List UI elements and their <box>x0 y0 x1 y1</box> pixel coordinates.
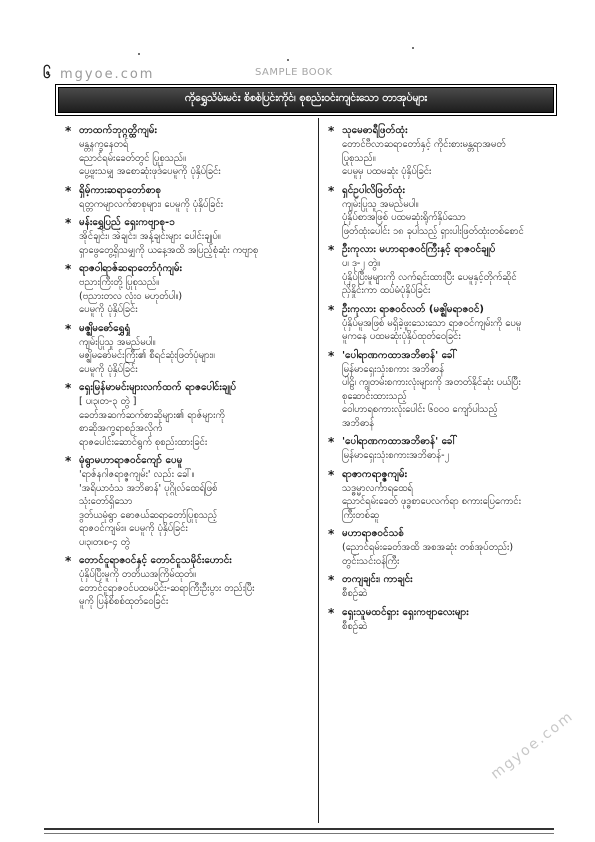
bullet-star-icon: * <box>65 262 72 276</box>
bullet-star-icon: * <box>328 302 335 317</box>
book-description-line: 'အရိယာဝံသ အဘိဓာန်' ပုဂ္ဂိုလ်ထေရ်ဖြစ် <box>79 482 218 494</box>
book-description-line: ပါဠိ၊ ကျွတမ်းစကားလုံးများကို အတတ်နိုင်ဆုံး ပယ်ပြီး <box>342 377 521 388</box>
book-entry <box>330 527 552 568</box>
scan-speck <box>287 59 289 61</box>
book-description-line: တွင်းသင်းဝန်ကြီး <box>342 555 400 567</box>
bullet-star-icon: * <box>65 124 72 138</box>
book-description-line: ကျမ်းပြုသူ အမည်မပါ။ <box>342 198 419 210</box>
footer-rule <box>44 828 554 830</box>
book-title <box>330 573 552 587</box>
book-title-text: ရှေးမြန်မာမင်းများလက်ထက် ရာဇပေါင်းချုပ် <box>79 382 237 393</box>
book-entry <box>330 435 552 463</box>
book-description-line: တောင်ဗီလာဆရာတော်နှင့် ကိုင်းစားမန္တရာအမတ် <box>342 139 506 150</box>
book-description-line: ဝေါဟာရစကားလုံးပေါင်း ၆၀၀၀ ကျော်ပါသည့် <box>342 404 498 415</box>
bullet-star-icon: * <box>65 554 72 568</box>
bullet-star-icon: * <box>328 467 335 482</box>
book-description-line: ပေမူကို ပုံနှိပ်ခြင်း <box>79 363 138 375</box>
book-description-line: ပ၊၃၊တ၊စ-၄ တွဲ <box>79 536 130 548</box>
book-description-line: ကျမ်းပြုသူ အမည်မပါ။ <box>79 336 156 348</box>
book-description-line: အိုင်ချင်း၊ အဲချင်း၊ အန့်ချင်းများ ပေါင်းချုပ်။ <box>79 231 221 242</box>
book-description-line: ညောင်ရမ်းခေတ်တွင် ပြုစုသည်။ <box>79 152 186 164</box>
bullet-star-icon: * <box>65 183 72 198</box>
book-description-line: သုံးတော်ရှိသော <box>79 496 133 507</box>
book-title <box>67 322 297 336</box>
bullet-star-icon: * <box>328 435 335 449</box>
book-title-text: ဦးကုလား မဟာရာဇဝင်ကြီးနှင့် ရာဇဝင်ချုပ် <box>342 244 496 255</box>
book-entry <box>330 124 552 179</box>
book-title-text: ရှေးသူမထင်ရှား ရှေးကဗျာလေးများ <box>342 606 469 618</box>
book-description-line: ရာဇဝင်ကျမ်း။ ပေမူကို ပုံနှိပ်ခြင်း <box>79 523 188 534</box>
bullet-star-icon: * <box>328 348 335 363</box>
book-entry <box>67 216 297 257</box>
book-entry <box>330 349 552 431</box>
right-column <box>330 124 552 638</box>
book-entry <box>67 554 297 609</box>
book-description-line: စီစဉ်ဆဲ <box>342 620 368 632</box>
scan-speck <box>412 47 414 49</box>
book-description-line: ဖြတ်ထုံးပေါင်း ၁၈ ခုပါသည့် ရှားပါးဖြတ်ထုံးတစ်စောင် <box>342 225 524 237</box>
book-description-line: ပြုစုသည်။ <box>342 152 376 164</box>
page-number: ၆ <box>43 66 51 82</box>
book-description-line: မန္တနက္ခနေတရ် <box>79 139 129 150</box>
book-title <box>67 454 297 468</box>
book-entry <box>67 124 297 179</box>
book-description-line: ပွေ့ဖူးသမျှ အစောဆုံးဖုဒ်ပေမူကို ပုံနှိပ်ခြင်း <box>79 166 221 177</box>
book-description-line: ဒွတ်ယမုံရွာ ဓောဇယ်ဆရာတော်ပြုစုသည့် <box>79 509 218 521</box>
book-description-line: ညှိနှိုင်းကာ ထပ်မံပုံနှိပ်ခြင်း <box>342 285 431 296</box>
book-title <box>330 184 552 198</box>
book-entry <box>330 303 552 344</box>
book-description-line: ပုံနှိပ်ပြီးမူများကို လက်ရင်းထားပြီး ပေမူနှင့်တိုက်ဆိုင် <box>342 271 517 283</box>
book-title <box>67 184 297 198</box>
bullet-star-icon: * <box>328 527 335 541</box>
book-title-text: တာထက်ဘုဂ္ဂတ္ထိကျမ်း <box>79 125 157 136</box>
banner-title: ကိုရွှေသိမ်းမင်း စိစစ်ပြင်းကိုင်၊ စုစည်းဝင်းကျင်းသော တာအုပ်များ <box>184 92 428 104</box>
bullet-star-icon: * <box>328 183 335 198</box>
book-title <box>330 468 552 482</box>
book-description-line: စာဆိုအက္ခရာစဉ်အလိုက် <box>79 423 163 434</box>
book-description-line: စုဆောင်းထားသည့် <box>342 390 407 402</box>
book-description-line: ဗညားကြီးတို့ ပြုစုသည်။ <box>79 277 160 288</box>
book-title <box>330 606 552 620</box>
book-title-text: 'ပေါရာဏကထာအဘိဓာန်' ခေါ် <box>342 349 457 361</box>
bullet-star-icon: * <box>328 124 335 138</box>
book-title-text: မုံရွာမဟာရာဇဝင်ကျော် ပေမူ <box>79 455 183 466</box>
book-title-text: ရှိမ့်ကားဆရာတော်စာစု <box>79 184 162 196</box>
bullet-star-icon: * <box>65 381 72 395</box>
book-description-line: အဘိဓာန် <box>342 417 375 429</box>
book-title <box>67 216 297 230</box>
book-description-line: မြန်မာရှေးသုံးစကားအဘိဓာန်-၂ <box>342 450 450 461</box>
book-description-line: ရှာဖွေတွေ့ရှိသမျှကို ယနေ့အထိ အပြည့်စုံဆုံး ကဗျာစု <box>79 244 259 256</box>
book-title <box>330 243 552 257</box>
bullet-star-icon: * <box>328 243 335 257</box>
footer-rule <box>44 833 554 834</box>
book-entry <box>67 322 297 377</box>
book-description-line: တောင်ငူရာဇဝင်ပထမပိုင်း-ဆရာကြီးဦးပွား တည်းပြီး <box>79 582 255 594</box>
site-name: mgyoe.com <box>60 67 155 82</box>
book-description-line: 'ရာဇ်နဂါဇရာဇ္ဇကျမ်း' လည်း ခေါ်။ <box>79 469 195 480</box>
book-description-line: ပေမူကို ပုံနှိပ်ခြင်း <box>79 304 138 315</box>
book-title-text: ရာဇဝါရာဇ်ဆရာတော်ဂုံကျမ်း <box>79 263 183 274</box>
book-description-line: ရာဇပေါင်းဆောင်ရွက် စုစည်းထားခြင်း <box>79 436 208 448</box>
book-description-line: (ညောင်ရမ်းခေတ်အထိ အစအဆုံး တစ်အုပ်တည်း) <box>342 542 514 553</box>
bullet-star-icon: * <box>65 321 72 336</box>
book-description-line: ညောင်ရမ်းခေတ် ဖုဒ္ဓစာပေလက်ရာ စကားပြေကောင်း <box>342 496 521 507</box>
book-title-text: သုမေဓာရီဖြတ်ထုံး <box>342 125 408 136</box>
book-entry <box>67 184 297 212</box>
book-title <box>330 124 552 138</box>
book-title-text: ရာဇာကရာဇ္ဇကျမ်း <box>342 468 408 480</box>
book-title-text: မန်းရွှေပြည် ရှေးကဗျာစု-၁ <box>79 217 175 228</box>
bullet-star-icon: * <box>65 454 72 468</box>
bullet-star-icon: * <box>65 216 72 230</box>
book-description-line: ကြီးတစ်ဆူ <box>342 509 380 521</box>
book-description-line: ပုံနှိပ်မူအဖြစ် မရှိခဲ့ဖူးသေးသော ရာဇဝင်ကျမ်းကို ပေမူ <box>342 317 522 329</box>
book-title-text: မဟာရာဇဝင်သစ် <box>342 528 404 539</box>
book-entry <box>330 573 552 601</box>
book-entry <box>330 184 552 239</box>
book-description-line: မြန်မာရှေးသုံးစကား အဘိဓာန် <box>342 363 445 375</box>
watermark: mgyoe.com <box>488 708 577 783</box>
book-description-line: မဇ္ဈိမဓော်မင်းကြီး၏ စီရင်ဆုံးဖြတ်ပုံများ။ <box>79 350 215 361</box>
book-title <box>67 124 297 138</box>
book-description-line: မူကို ပြန်စိစစ်ထုတ်ဝေခြင်း <box>79 596 169 607</box>
book-description-line: စီစဉ်ဆဲ <box>342 588 368 599</box>
book-title <box>67 554 297 568</box>
book-entry <box>330 468 552 523</box>
page-header <box>40 67 560 83</box>
left-column <box>67 124 297 614</box>
book-title-text: တောင်ငူရာဇဝင်နှင့် တောင်ငူသမိုင်းဟောင်း <box>79 555 232 566</box>
book-entry <box>67 262 297 317</box>
title-banner <box>58 87 554 113</box>
bullet-star-icon: * <box>328 605 335 620</box>
column-divider <box>318 118 319 823</box>
book-description-line: ပုံနှိပ်ပြီးမူကို တတိယအကြိမ်ထုတ်။ <box>79 569 196 580</box>
book-title-text: မဇ္ဈိမဓော်ရွှေရှုံ <box>79 322 131 334</box>
book-title-text: ဦးကုလား ရာဇဝင်လတ် (မဇ္ဈိမရာဇဝင်) <box>342 303 484 315</box>
book-entry <box>330 243 552 298</box>
book-description-line: [ ပ၊၃၊တ-၃ တွဲ ] <box>79 396 137 407</box>
book-title <box>67 262 297 276</box>
book-description-line: ပေမူမှ ပထမဆုံး ပုံနှိပ်ခြင်း <box>342 166 432 177</box>
book-description-line: (ဗညားတလ လုံးဝ မဟုတ်ပါ။) <box>79 290 183 302</box>
book-entry <box>330 606 552 634</box>
book-description-line: ခေတ်အဆက်ဆက်စာဆိုများ၏ ရာဇ်များကို <box>79 409 225 421</box>
book-title-text: တကျချင်း၊ ကာချင်း <box>342 574 413 585</box>
book-title <box>330 435 552 449</box>
book-entry <box>67 454 297 549</box>
book-description-line: ပ၊ ဒု-၂ တွဲ။ <box>342 258 381 269</box>
bullet-star-icon: * <box>328 573 335 587</box>
book-description-line: ပုံနှိပ်စာအဖြစ် ပထမဆုံးရိုက်နှိပ်သော <box>342 212 466 223</box>
book-description-line: ရတ္တကမျာလက်စာစုများ၊ ပေမူကို ပုံနှိပ်ခြင်း <box>79 198 224 210</box>
book-title <box>330 303 552 317</box>
book-title <box>67 381 297 395</box>
book-entry <box>67 381 297 449</box>
book-description-line: သဒ္ဓမ္မာလင်္ကာရထေရ် <box>342 482 413 494</box>
scan-speck <box>138 53 140 55</box>
book-title-text: ရှင်ဥပါလိဖြတ်ထုံး <box>342 184 405 196</box>
book-title <box>330 527 552 541</box>
book-title-text: 'ပေါရာဏကထာအဘိဓာန်' ခေါ် <box>342 436 457 447</box>
sample-label: SAMPLE BOOK <box>255 67 333 78</box>
book-title <box>330 349 552 363</box>
book-description-line: မူကနေ ပထမဆုံးပုံနှိပ်ထုတ်ဝေခြင်း <box>342 331 461 342</box>
